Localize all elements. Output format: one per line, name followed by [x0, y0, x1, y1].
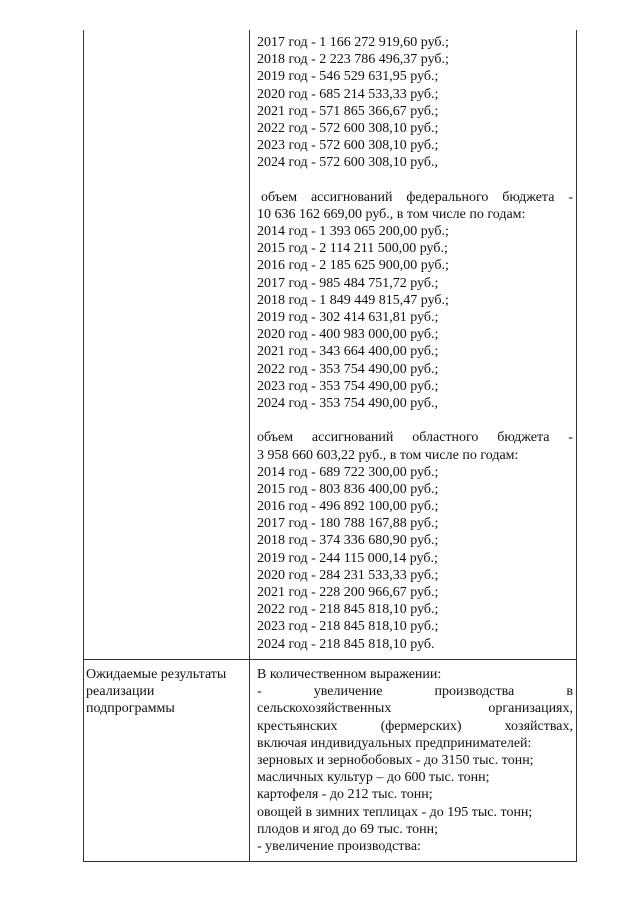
year-line: 2020 год - 685 214 533,33 руб.;	[257, 86, 439, 102]
regional-budget-block	[257, 429, 573, 652]
year-line: 2023 год - 572 600 308,10 руб.;	[257, 138, 439, 154]
results-line: овощей в зимних теплицах - до 195 тыс. тонн;	[257, 804, 533, 820]
table-bottom-border	[83, 861, 577, 862]
results-line: картофеля - до 212 тыс. тонн;	[257, 787, 433, 803]
year-line: 2016 год - 496 892 100,00 руб.;	[257, 499, 439, 515]
year-line: 2015 год - 803 836 400,00 руб.;	[257, 481, 439, 497]
results-label-line: подпрограммы	[86, 701, 175, 717]
results-label-line: Ожидаемые результаты	[86, 667, 227, 682]
year-line: 2019 год - 546 529 631,95 руб.;	[257, 69, 439, 85]
table-left-border	[83, 30, 84, 862]
regional-total: 3 958 660 603,22 руб., в том числе по годам:	[257, 447, 519, 463]
year-line: 2024 год - 218 845 818,10 руб.	[257, 636, 435, 652]
year-line: 2020 год - 400 983 000,00 руб.;	[257, 327, 439, 343]
year-line: 2014 год - 1 393 065 200,00 руб.;	[257, 224, 449, 240]
year-line: 2021 год - 228 200 966,67 руб.;	[257, 585, 439, 600]
year-line: 2017 год - 180 788 167,88 руб.;	[257, 516, 439, 532]
year-line: 2018 год - 1 849 449 815,47 руб.;	[257, 292, 449, 308]
results-line: крестьянских (фермерских) хозяйствах,	[257, 718, 573, 734]
year-line: 2021 год - 343 664 400,00 руб.;	[257, 344, 439, 360]
results-line: сельскохозяйственных организациях,	[257, 701, 573, 717]
year-line: 2024 год - 572 600 308,10 руб.,	[257, 155, 439, 171]
row-divider	[83, 659, 577, 660]
results-label-line: реализации	[86, 684, 155, 700]
year-line: 2022 год - 218 845 818,10 руб.;	[257, 602, 439, 618]
year-line: 2022 год - 572 600 308,10 руб.;	[257, 120, 439, 136]
funding-cell	[257, 34, 573, 653]
results-line: плодов и ягод до 69 тыс. тонн;	[257, 821, 439, 837]
results-line: масличных культур – до 600 тыс. тонн;	[257, 770, 490, 786]
year-line: 2014 год - 689 722 300,00 руб.;	[257, 464, 439, 480]
federal-intro: объем ассигнований федерального бюджета -	[261, 189, 573, 205]
year-line: 2018 год - 374 336 680,90 руб.;	[257, 533, 439, 549]
table-column-divider	[249, 30, 250, 862]
year-line: 2016 год - 2 185 625 900,00 руб.;	[257, 258, 449, 274]
federal-budget-block	[257, 189, 573, 412]
year-line: 2019 год - 244 115 000,14 руб.;	[257, 550, 438, 566]
results-content-cell	[257, 666, 573, 855]
year-line: 2017 год - 1 166 272 919,60 руб.;	[257, 35, 449, 50]
year-line: 2021 год - 571 865 366,67 руб.;	[257, 103, 439, 119]
results-line: - увеличение производства в	[257, 684, 573, 700]
year-line: 2019 год - 302 414 631,81 руб.;	[257, 310, 439, 325]
year-line: 2024 год - 353 754 490,00 руб.,	[257, 395, 439, 411]
regional-intro: объем ассигнований областного бюджета -	[257, 430, 573, 446]
top-year-list	[257, 34, 573, 172]
year-line: 2023 год - 218 845 818,10 руб.;	[257, 619, 439, 635]
year-line: 2022 год - 353 754 490,00 руб.;	[257, 361, 439, 377]
federal-total: 10 636 162 669,00 руб., в том числе по годам:	[257, 206, 526, 222]
table-right-border	[576, 30, 577, 862]
year-line: 2018 год - 2 223 786 496,37 руб.;	[257, 52, 449, 68]
results-line: зерновых и зернобобовых - до 3150 тыс. тонн;	[257, 752, 534, 768]
year-line: 2015 год - 2 114 211 500,00 руб.;	[257, 241, 448, 257]
year-line: 2017 год - 985 484 751,72 руб.;	[257, 275, 439, 291]
year-line: 2020 год - 284 231 533,33 руб.;	[257, 567, 439, 583]
results-label-cell	[86, 666, 246, 718]
results-line: - увеличение производства:	[257, 838, 421, 854]
results-heading: В количественном выражении:	[257, 667, 442, 682]
year-line: 2023 год - 353 754 490,00 руб.;	[257, 378, 439, 394]
results-line: включая индивидуальных предпринимателей:	[257, 735, 532, 751]
